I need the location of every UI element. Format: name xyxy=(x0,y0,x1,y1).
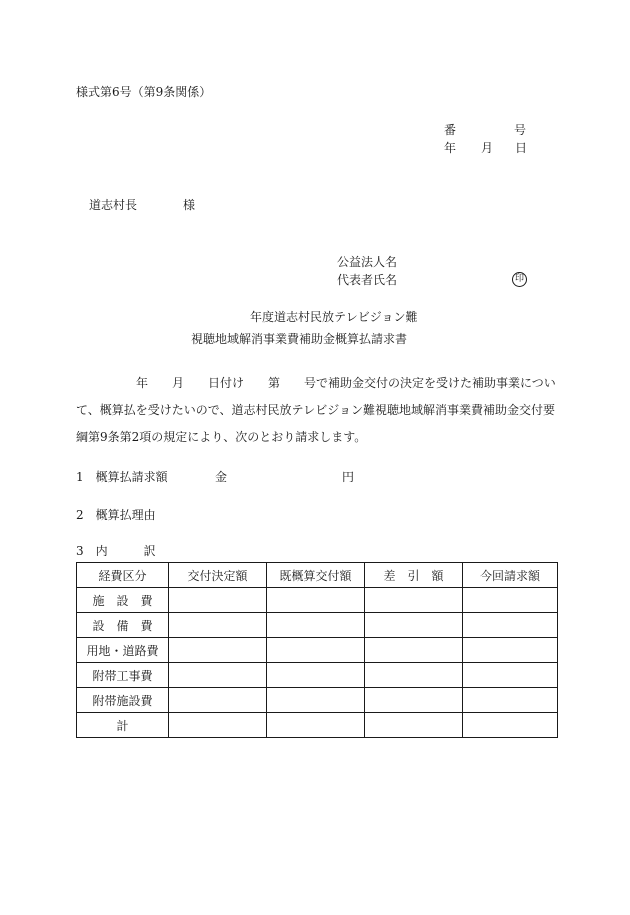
item-1-label: 1 概算払請求額 xyxy=(76,470,168,484)
item-3-label: 3 内 訳 xyxy=(76,544,156,558)
table-cell[interactable] xyxy=(463,613,558,638)
table-cell[interactable] xyxy=(267,688,365,713)
table-cell[interactable] xyxy=(267,638,365,663)
title-line-2: 視聴地域解消事業費補助金概算払請求書 xyxy=(191,332,408,346)
table-cell[interactable] xyxy=(365,663,463,688)
table-row xyxy=(77,638,558,663)
table-header-cell: 今回請求額 xyxy=(463,563,558,588)
table-cell[interactable] xyxy=(267,613,365,638)
table-row xyxy=(77,663,558,688)
table-header-cell: 経費区分 xyxy=(77,563,169,588)
breakdown-table xyxy=(76,562,558,738)
table-row xyxy=(77,588,558,613)
date-month: 月 xyxy=(481,141,494,155)
row-label: 附帯工事費 xyxy=(77,663,169,688)
table-cell[interactable] xyxy=(463,663,558,688)
applicant-org-label: 公益法人名 xyxy=(337,255,398,269)
table-cell[interactable] xyxy=(267,588,365,613)
table-header-cell: 既概算交付額 xyxy=(267,563,365,588)
body-paragraph xyxy=(76,370,556,451)
table-cell[interactable] xyxy=(169,638,267,663)
table-cell[interactable] xyxy=(267,713,365,738)
table-header-cell: 差 引 額 xyxy=(365,563,463,588)
table-cell[interactable] xyxy=(463,713,558,738)
table-cell[interactable] xyxy=(463,638,558,663)
row-label: 設 備 費 xyxy=(77,613,169,638)
table-cell[interactable] xyxy=(463,688,558,713)
item-1-kin: 金 xyxy=(215,470,228,484)
seal-mark: 印 xyxy=(512,272,527,287)
table-header-cell: 交付決定額 xyxy=(169,563,267,588)
row-label: 用地・道路費 xyxy=(77,638,169,663)
item-1-yen: 円 xyxy=(342,470,355,484)
table-cell[interactable] xyxy=(365,638,463,663)
row-label: 計 xyxy=(77,713,169,738)
body-line-1: 年 月 日付け 第 号で補助金交付の決定を受けた補助事業につい xyxy=(136,376,556,390)
table-cell[interactable] xyxy=(169,613,267,638)
table-cell[interactable] xyxy=(365,688,463,713)
table-cell[interactable] xyxy=(169,688,267,713)
row-label: 施 設 費 xyxy=(77,588,169,613)
table-cell[interactable] xyxy=(463,588,558,613)
table-cell[interactable] xyxy=(169,588,267,613)
date-year: 年 xyxy=(444,141,457,155)
title-line-1: 年度道志村民放テレビジョン難 xyxy=(250,310,418,324)
row-label: 附帯施設費 xyxy=(77,688,169,713)
body-line-3: 綱第9条第2項の規定により、次のとおり請求します。 xyxy=(76,430,367,444)
table-row xyxy=(77,688,558,713)
applicant-rep-label: 代表者氏名 xyxy=(337,273,398,287)
table-cell[interactable] xyxy=(365,613,463,638)
table-cell[interactable] xyxy=(169,713,267,738)
table-cell[interactable] xyxy=(267,663,365,688)
table-cell[interactable] xyxy=(169,663,267,688)
number-label-a: 番 xyxy=(444,123,457,137)
table-cell[interactable] xyxy=(365,588,463,613)
body-line-2: て、概算払を受けたいので、道志村民放テレビジョン難視聴地域解消事業費補助金交付要 xyxy=(76,403,556,417)
form-id: 様式第6号（第9条関係） xyxy=(76,85,212,99)
number-label-b: 号 xyxy=(514,123,527,137)
table-header-row xyxy=(77,563,558,588)
table-row-total xyxy=(77,713,558,738)
date-day: 日 xyxy=(515,141,528,155)
item-2-label: 2 概算払理由 xyxy=(76,508,156,522)
table-cell[interactable] xyxy=(365,713,463,738)
addressee-honorific: 様 xyxy=(183,198,196,212)
table-row xyxy=(77,613,558,638)
addressee-name: 道志村長 xyxy=(89,198,138,212)
